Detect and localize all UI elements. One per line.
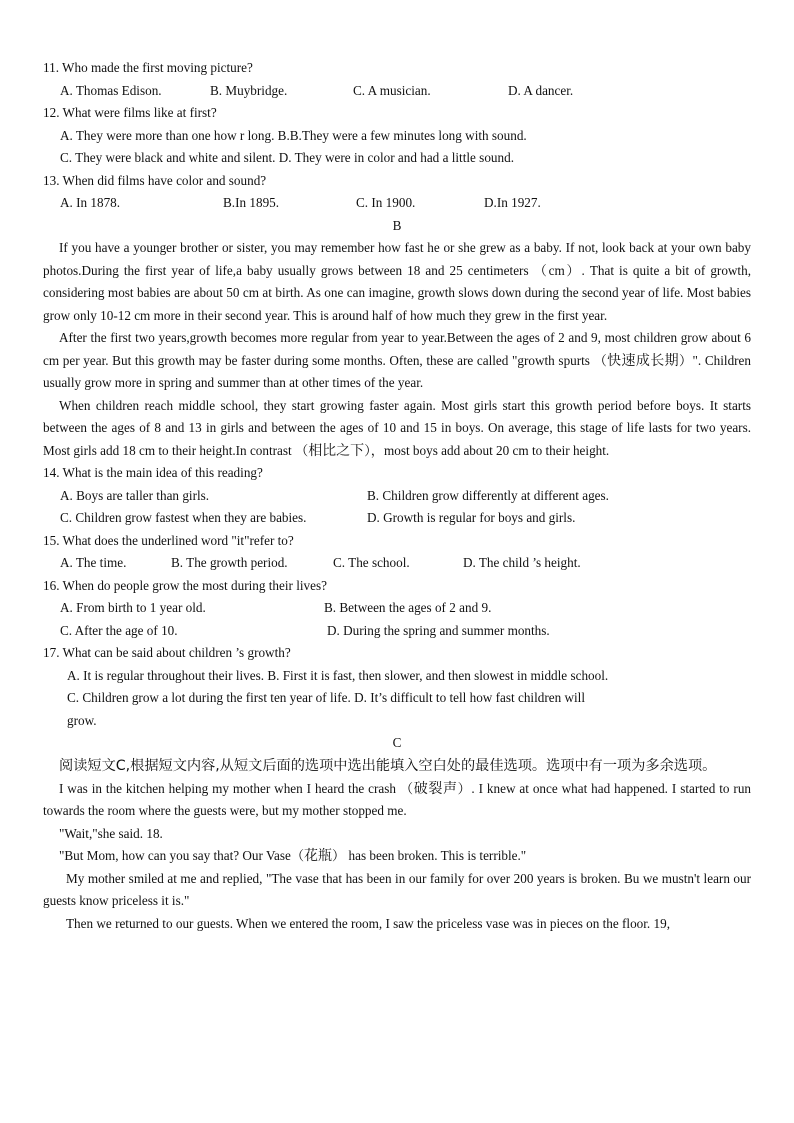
p2-text-before: After the first two years,growth becomes more regular from year to year.Between the ages of 2 and 9, most children grow about 6 cm per year. But this growth may be faster during some months. Often, these are called "growth spurts （ (43, 330, 751, 368)
q16-options-cd (43, 620, 751, 643)
section-b-paragraph-2 (43, 327, 751, 395)
q16-option-d: D. During the spring and summer months. (327, 622, 550, 638)
section-c-instruction: 阅读短文C,根据短文内容,从短文后面的选项中选出能填入空白处的最佳选项。选项中有一项为多余选项。 (59, 757, 717, 774)
q16-options-ab (43, 597, 751, 620)
q11-option-c: C. A musician. (353, 82, 431, 98)
section-c-label: C (392, 735, 402, 750)
question-12: 12. What were films like at first? (43, 105, 217, 120)
q17-options-cd-continued: grow. (67, 712, 97, 728)
q15-question-word: it (236, 532, 245, 548)
q15-option-c: C. The school. (333, 555, 410, 570)
q17-options-ab: A. It is regular throughout their lives. B. First it is fast, then slower, and then slowest in middle school. (67, 667, 609, 683)
p3-chinese-gloss: 相比之下 (308, 442, 365, 459)
c-p1-text-after: ）. I knew at once what had happened. I started to run towards the room where the guests were, but my mother stopped me. (43, 780, 752, 818)
q12-options-ab: A. They were more than one how r long. B.B.They were a few minutes long with sound. (60, 127, 527, 143)
q11-option-d: D. A dancer. (508, 82, 574, 98)
q13-option-b: B.In 1895. (223, 195, 280, 210)
q17-options-cd: C. Children grow a lot during the first ten year of life. D. It’s difficult to tell how fast children will (67, 690, 585, 705)
q15-question-before: 15. What does the underlined word " (43, 532, 237, 548)
section-c-paragraph-5: Then we returned to our guests. When we entered the room, I saw the priceless vase was in pieces on the floor. 19, (66, 915, 670, 931)
q13-option-a: A. In 1878. (60, 195, 121, 210)
q11-option-a: A. Thomas Edison. (60, 82, 162, 98)
q15-option-a: A. The time. (60, 555, 127, 570)
p2-chinese-gloss: 快速成长期 (607, 352, 679, 369)
q13-option-d: D.In 1927. (484, 195, 541, 210)
question-16: 16. When do people grow the most during their lives? (43, 577, 327, 593)
q14-option-c: C. Children grow fastest when they are babies. (60, 510, 307, 525)
c-p3-text-after: ） has been broken. This is terrible." (332, 848, 527, 863)
section-c-paragraph-4: My mother smiled at me and replied, "The vase that has been in our family for over 200 years is broken. Bu we mustn't learn our guests know priceless it is." (43, 870, 751, 908)
question-11-options (43, 80, 751, 103)
q15-option-d: D. The child ’s height. (463, 555, 581, 570)
section-c-paragraph-3 (43, 845, 751, 868)
question-11: 11. Who made the first moving picture? (43, 60, 253, 75)
question-13: 13. When did films have color and sound? (43, 172, 267, 188)
q14-option-d: D. Growth is regular for boys and girls. (367, 510, 576, 525)
p3-text-after: ），most boys add about 20 cm to their height. (364, 442, 610, 458)
q14-option-a: A. Boys are taller than girls. (60, 487, 210, 503)
section-b-paragraph-1: If you have a younger brother or sister, you may remember how fast he or she grew as a baby. If not, look back at your own baby photos.During the first year of life,a baby usually grows between 18 and 25 centimeters （cm）. That is quite a bit of growth, considering most babies are about 50 cm at birth. As one can imagine, growth slows down during the second year of life. Most babies grow only 10-12 cm more in their second year. This is around half of how much they grew in the first year. (43, 240, 751, 323)
question-17: 17. What can be said about children ’s growth? (43, 645, 291, 660)
section-c-paragraph-1 (43, 778, 751, 823)
question-13-options (43, 192, 751, 215)
section-b-label: B (392, 217, 402, 233)
c-p1-chinese-gloss: 破裂声 (413, 780, 458, 797)
q11-option-b: B. Muybridge. (210, 82, 288, 98)
question-15 (43, 530, 751, 553)
c-p1-text-before: I was in the kitchen helping my mother when I heard the crash （ (59, 780, 414, 796)
q14-options-cd (43, 507, 751, 530)
q16-option-b: B. Between the ages of 2 and 9. (324, 600, 492, 615)
q16-option-a: A. From birth to 1 year old. (60, 600, 206, 615)
section-b-paragraph-3 (43, 395, 751, 463)
p2-text-after: ）". Children usually grow more in spring and summer than at other times of the year. (43, 352, 752, 390)
section-c-paragraph-2: "Wait,"she said. 18. (59, 825, 163, 841)
q14-option-b: B. Children grow differently at different ages. (367, 487, 609, 503)
q14-options-ab (43, 485, 751, 508)
page-content (43, 57, 751, 935)
question-15-options (43, 552, 751, 575)
c-p3-chinese-gloss: 花瓶 (304, 848, 333, 864)
q15-option-b: B. The growth period. (171, 555, 288, 570)
q12-options-cd: C. They were black and white and silent. D. They were in color and had a little sound. (60, 150, 514, 165)
p3-text-before: When children reach middle school, they start growing faster again. Most girls start this growth period before boys. It starts between the ages of 8 and 13 in girls and between the ages of 10 and 15 in boys. On average, this stage of life lasts for two years. Most girls add 18 cm to their height.In contrast （ (43, 397, 751, 458)
q15-question-after: "refer to? (244, 532, 294, 548)
question-14: 14. What is the main idea of this reading? (43, 465, 263, 480)
q13-option-c: C. In 1900. (356, 195, 416, 210)
q16-option-c: C. After the age of 10. (60, 622, 178, 638)
c-p3-text-before: "But Mom, how can you say that? Our Vase（ (59, 848, 305, 863)
